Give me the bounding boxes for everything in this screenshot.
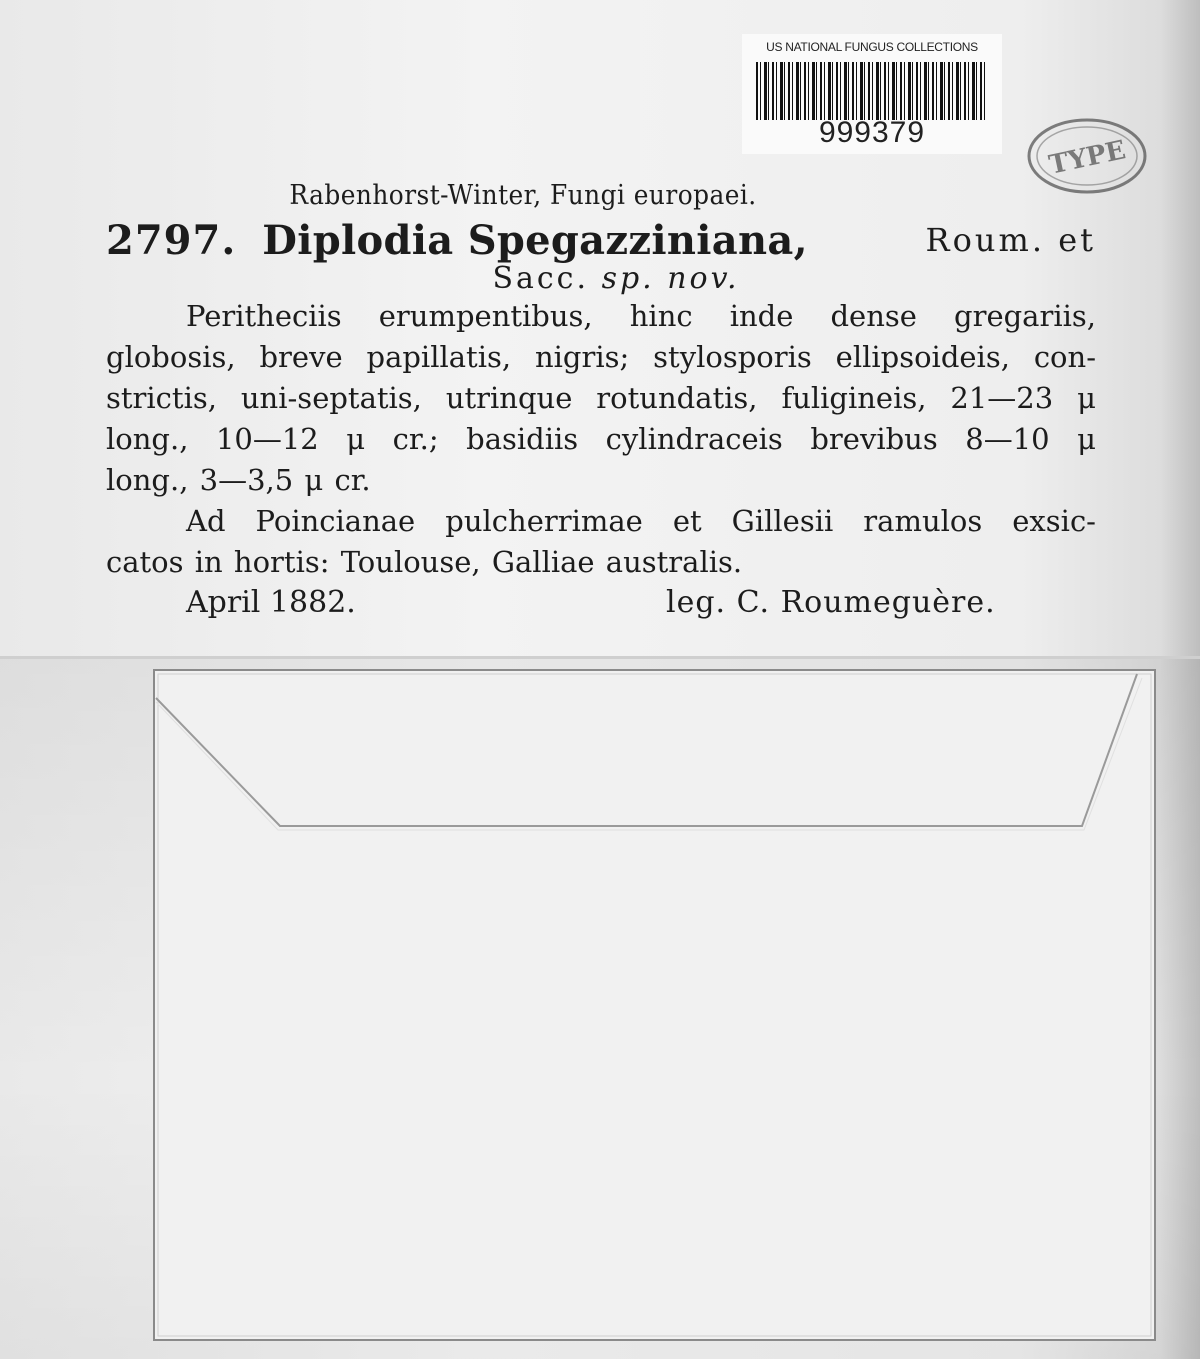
- barcode-header: US NATIONAL FUNGUS COLLECTIONS: [766, 40, 978, 54]
- taxon-heading: [106, 217, 1096, 264]
- habitat: [106, 501, 1096, 583]
- authority-note: sp. nov.: [601, 261, 740, 296]
- description-line: strictis, uni-septatis, utrinque rotundatis, fuligineis, 21—23 μ: [106, 381, 1096, 415]
- series-title: Rabenhorst-Winter, Fungi europaei.: [289, 180, 757, 211]
- barcode-label: [742, 34, 1002, 154]
- collection-date: April 1882.: [186, 585, 356, 620]
- type-stamp-text: TYPE: [1046, 135, 1129, 181]
- description-line: globosis, breve papillatis, nigris; stylosporis ellipsoideis, con-: [106, 340, 1096, 374]
- description-line: long., 10—12 μ cr.; basidiis cylindraceis brevibus 8—10 μ: [106, 422, 1096, 456]
- specimen-envelope: [152, 668, 1157, 1342]
- collection-info: [106, 583, 1096, 627]
- taxon-authority: Roum. et: [925, 221, 1096, 259]
- barcode-bars: [756, 62, 988, 120]
- description: [106, 296, 1096, 501]
- description-line: Peritheciis erumpentibus, hinc inde dense gregariis,: [186, 299, 1096, 333]
- exsiccata-number: 2797.: [106, 217, 237, 264]
- taxon-name: Diplodia Spegazziniana,: [262, 217, 808, 264]
- habitat-line: catos in hortis: Toulouse, Galliae australis.: [106, 545, 743, 579]
- barcode-number: 999379: [818, 116, 926, 149]
- authority-continuation: [106, 261, 1096, 296]
- habitat-line: Ad Poincianae pulcherrimae et Gillesii ramulos exsic-: [186, 504, 1096, 538]
- authority-cont-text: Sacc.: [492, 261, 590, 296]
- collector: leg. C. Roumeguère.: [666, 585, 996, 620]
- description-line: long., 3—3,5 μ cr.: [106, 463, 371, 497]
- specimen-label: [106, 180, 1096, 627]
